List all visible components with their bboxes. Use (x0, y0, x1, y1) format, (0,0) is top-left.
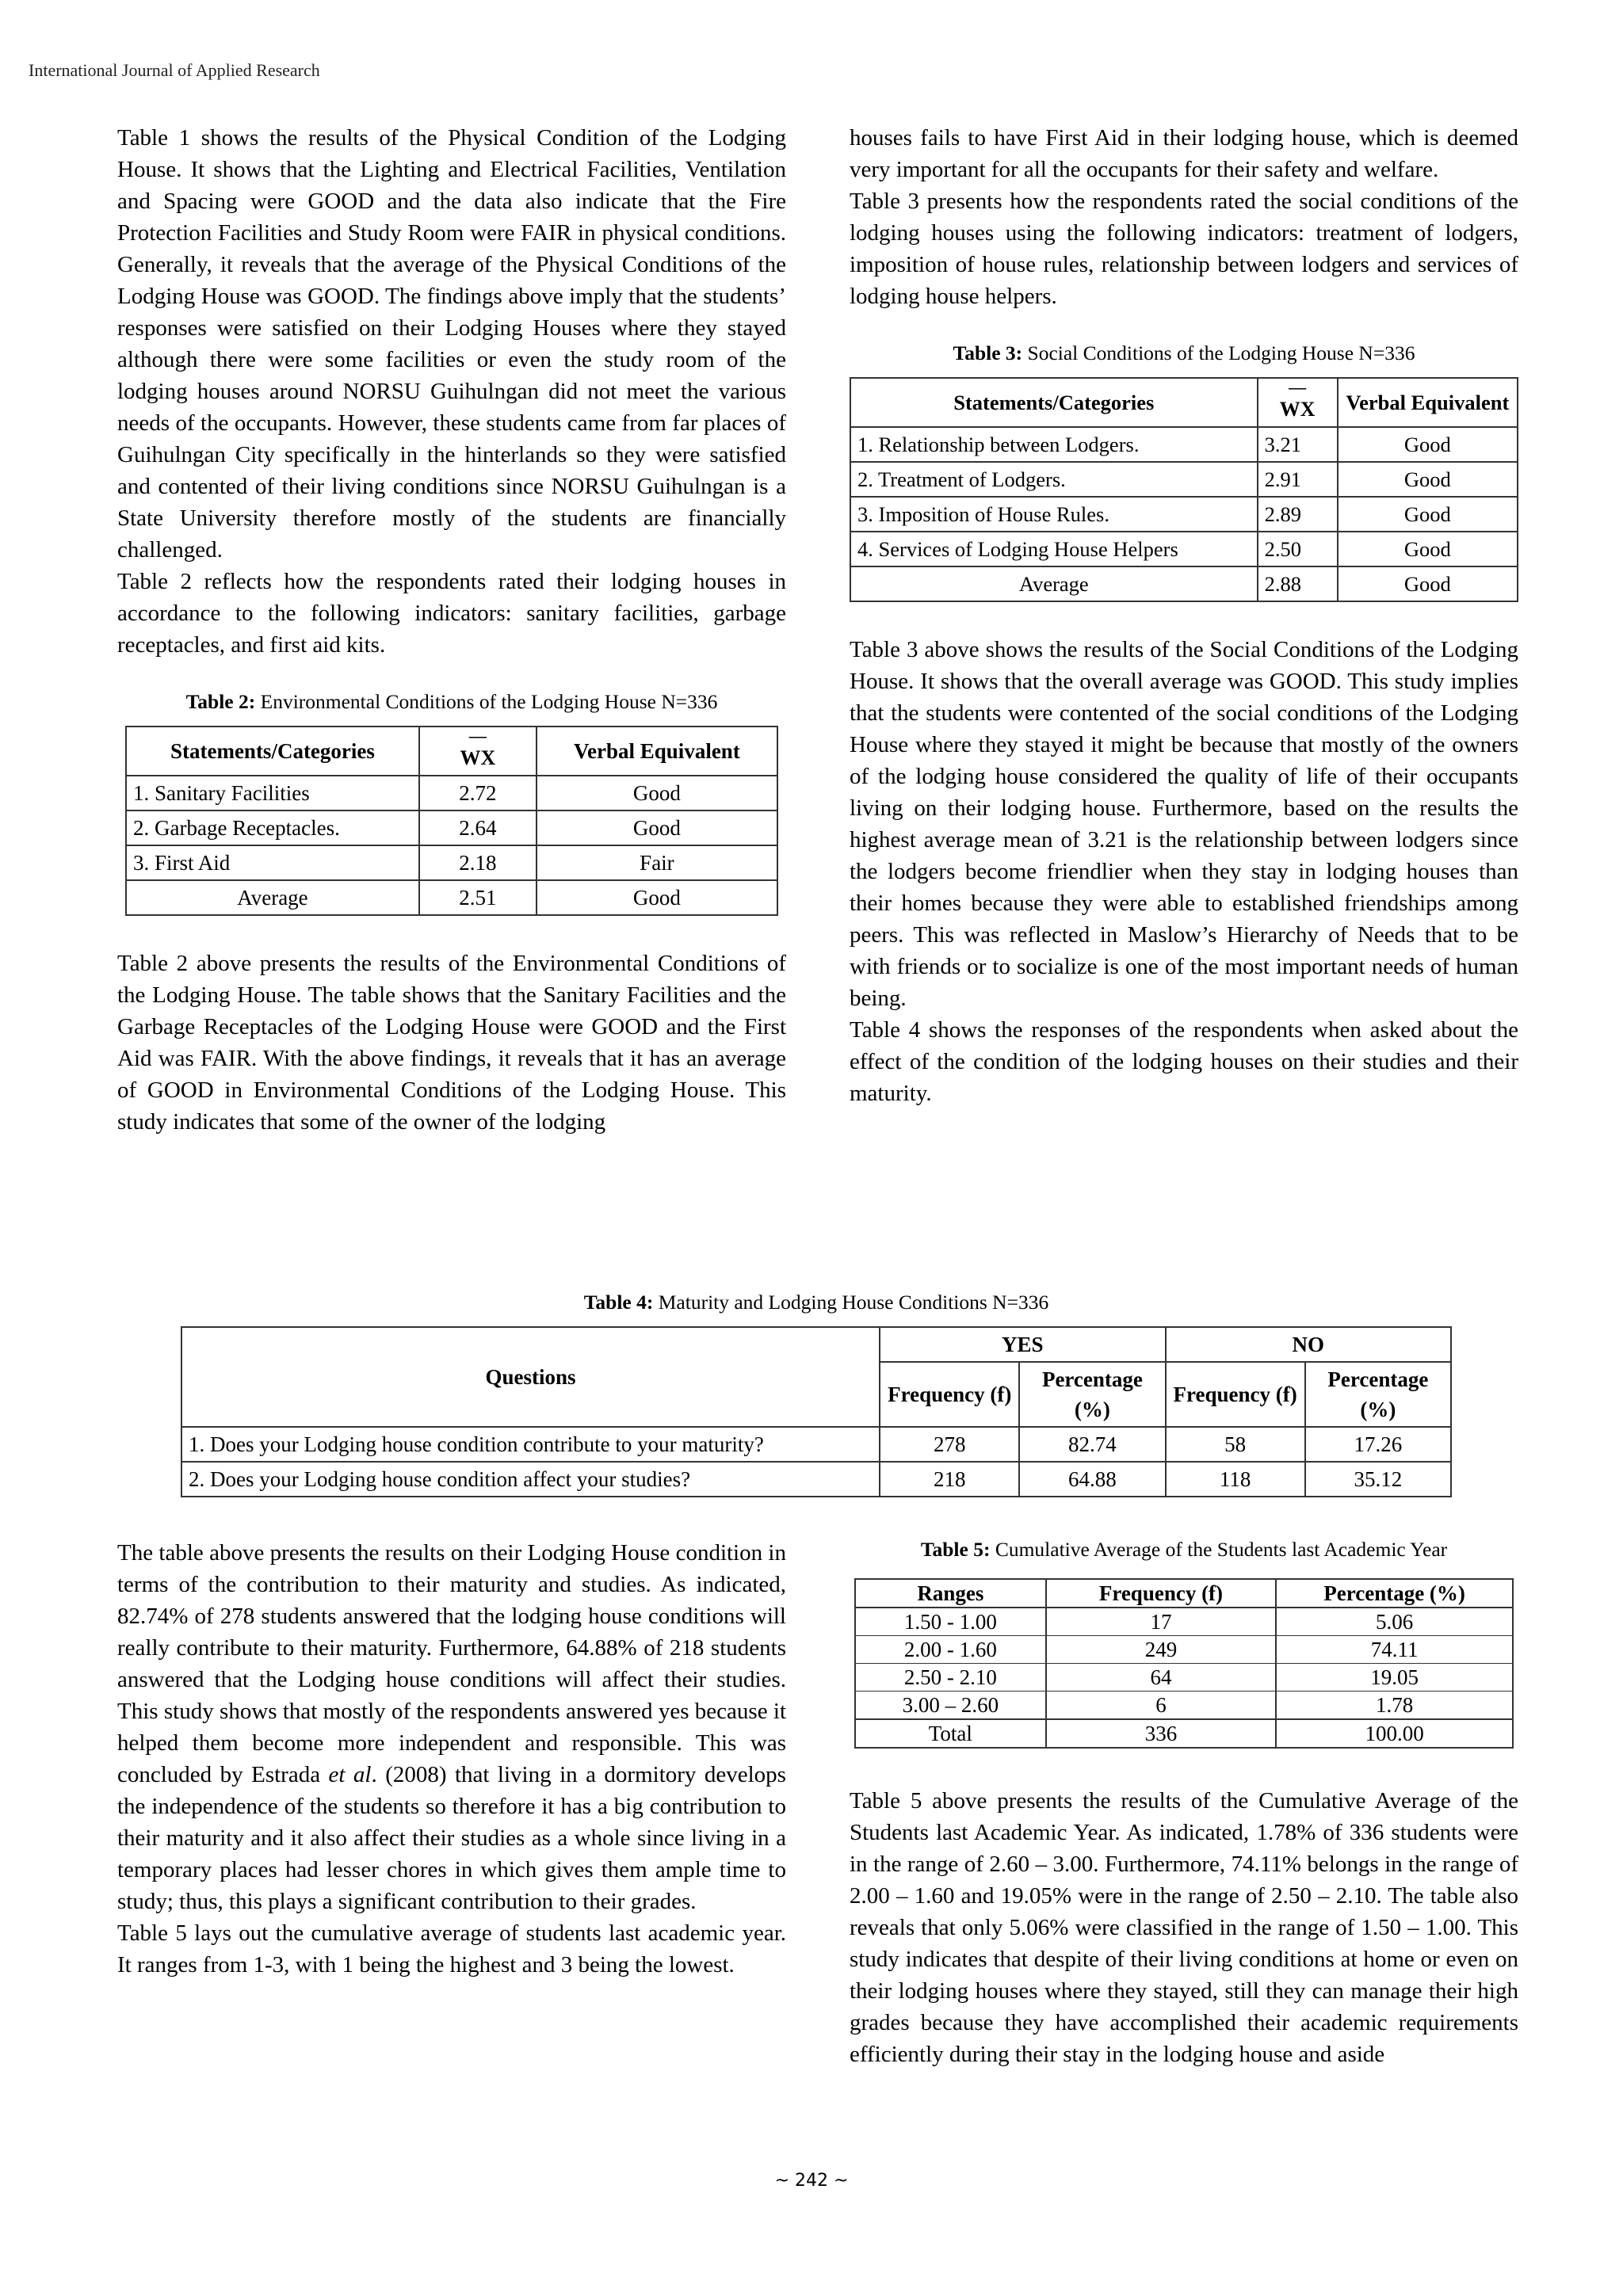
paragraph (117, 1537, 786, 1917)
cell: Good (1338, 532, 1518, 566)
cell: 3. First Aid (126, 845, 419, 880)
table-row (181, 1427, 1451, 1462)
cell: 249 (1046, 1636, 1277, 1664)
col-header: Verbal Equivalent (537, 727, 777, 776)
table4-caption (181, 1290, 1452, 1315)
right-column (850, 122, 1518, 1109)
table-row (855, 1608, 1513, 1636)
paragraph: Table 2 reflects how the respondents rated their lodging houses in accordance to the following indicators: sanitary facilities, garbage receptacles, and first aid kits. (117, 569, 786, 658)
average-row (850, 566, 1518, 601)
caption-label: Table 5: (920, 1538, 991, 1561)
table-row (855, 1664, 1513, 1691)
table3 (850, 377, 1518, 602)
cell: 2.00 - 1.60 (855, 1636, 1046, 1664)
col-header: Percentage (%) (1276, 1579, 1513, 1608)
paragraph: Table 3 above shows the results of the Social Conditions of the Lodging House. It shows that the overall average was GOOD. This study implies that the students were contented of the social conditions of the Lodging House where they stayed it might be because that mostly of the owners of the lodging house considered the quality of life of their occupants living on their lodging house. Furthermore, based on the results the highest average mean of 3.21 is the relationship between lodgers since the lodgers become friendlier when they stay in lodging houses than their homes because they were able to established friendships among peers. This was reflected in Maslow’s Hierarchy of Needs that to be with friends or to socialize is one of the most important needs of human being. (850, 637, 1518, 1011)
cell: 1. Does your Lodging house condition contribute to your maturity? (181, 1427, 880, 1462)
cell: 3.00 – 2.60 (855, 1691, 1046, 1720)
cell: 74.11 (1276, 1636, 1513, 1664)
table4 (181, 1326, 1452, 1497)
table4-block (181, 1290, 1452, 1497)
paragraph: Table 3 presents how the respondents rated the social conditions of the lodging houses using the following indicators: treatment of lodgers, imposition of house rules, relationship between lodgers and services of lodging house helpers. (850, 189, 1518, 309)
cell: 118 (1166, 1462, 1305, 1497)
table2-caption (117, 689, 786, 715)
cell: 5.06 (1276, 1608, 1513, 1636)
page-number: ~ 242 ~ (774, 2171, 849, 2191)
journal-header: International Journal of Applied Research (29, 60, 320, 80)
col-header: Statements/Categories (850, 378, 1258, 427)
col-header: Frequency (f) (1046, 1579, 1277, 1608)
caption-label: Table 2: (185, 690, 256, 713)
cell: 2.64 (419, 810, 537, 845)
wx-bar: — (1289, 377, 1307, 397)
cell: Good (1338, 566, 1518, 601)
no-header: NO (1166, 1327, 1451, 1362)
paragraph: Table 5 lays out the cumulative average of students last academic year. It ranges from 1-3, with 1 being the highest and 3 being the lowest. (117, 1920, 786, 1978)
table-row (855, 1691, 1513, 1720)
cell: Average (850, 566, 1258, 601)
cell: 2.88 (1258, 566, 1338, 601)
caption-label: Table 3: (953, 341, 1023, 364)
cell: 58 (1166, 1427, 1305, 1462)
average-row (126, 880, 777, 915)
table-row (855, 1636, 1513, 1664)
cell: 3. Imposition of House Rules. (850, 497, 1258, 532)
table5-caption (850, 1537, 1518, 1562)
cell: 2.50 (1258, 532, 1338, 566)
cell: Total (855, 1719, 1046, 1748)
col-header: Verbal Equivalent (1338, 378, 1518, 427)
cell: 17.26 (1305, 1427, 1451, 1462)
paragraph: Table 2 above presents the results of the Environmental Conditions of the Lodging House. The table shows that the Sanitary Facilities and the Garbage Receptacles of the Lodging House were GOOD and the First Aid was FAIR. With the above findings, it reveals that it has an average of GOOD in Environmental Conditions of the Lodging House. This study indicates that some of the owner of the lodging (117, 951, 786, 1135)
col-header: Ranges (855, 1579, 1046, 1608)
paragraph: Table 5 above presents the results of the Cumulative Average of the Students last Academic Year. As indicated, 1.78% of 336 students were in the range of 2.60 – 3.00. Furthermore, 74.11% belongs in the range of 2.00 – 1.60 and 19.05% were in the range of 2.50 – 2.10. The table also reveals that only 5.06% were classified in the range of 1.50 – 1.00. This study indicates that despite of their living conditions at home or even on their lodging houses where they stayed, still they can manage their high grades because they have accomplished their academic requirements efficiently during their stay in the lodging house and aside (850, 1788, 1518, 2067)
bottom-right-column (850, 1537, 1518, 2070)
caption-text: Environmental Conditions of the Lodging House N=336 (260, 690, 718, 713)
table-row (850, 427, 1518, 462)
cell: 17 (1046, 1608, 1277, 1636)
cell: 1. Relationship between Lodgers. (850, 427, 1258, 462)
cell: 1.50 - 1.00 (855, 1608, 1046, 1636)
cell: 2.18 (419, 845, 537, 880)
col-header: Statements/Categories (126, 727, 419, 776)
cell: 2.89 (1258, 497, 1338, 532)
cell: 4. Services of Lodging House Helpers (850, 532, 1258, 566)
cell: Good (1338, 427, 1518, 462)
caption-text: Social Conditions of the Lodging House N=336 (1027, 341, 1415, 364)
cell: Good (537, 776, 777, 810)
col-header: Percentage (%) (1019, 1362, 1165, 1427)
cell: Average (126, 880, 419, 915)
cell: 100.00 (1276, 1719, 1513, 1748)
cell: 35.12 (1305, 1462, 1451, 1497)
table-row (850, 462, 1518, 497)
cell: 278 (880, 1427, 1019, 1462)
cell: 2.91 (1258, 462, 1338, 497)
table-row (126, 810, 777, 845)
cell: Good (537, 880, 777, 915)
text: . (2008) that living in a dormitory develops the independence of the students so therefore it has a big contribution to their maturity and it also affect their studies as a whole since living in a temporary places had lesser chores in which gives them ample time to study; thus, this plays a significant contribution to their grades. (117, 1762, 786, 1914)
col-header: Questions (181, 1327, 880, 1427)
total-row (855, 1719, 1513, 1748)
cell: Good (537, 810, 777, 845)
cell: 3.21 (1258, 427, 1338, 462)
bottom-left-column (117, 1537, 786, 1981)
cell: 218 (880, 1462, 1019, 1497)
caption-label: Table 4: (583, 1291, 654, 1314)
cell: 336 (1046, 1719, 1277, 1748)
cell: 1.78 (1276, 1691, 1513, 1720)
col-header: Frequency (f) (880, 1362, 1019, 1427)
caption-text: Maturity and Lodging House Conditions N=336 (658, 1291, 1049, 1314)
cell: 64.88 (1019, 1462, 1165, 1497)
table-row (126, 845, 777, 880)
cell: 64 (1046, 1664, 1277, 1691)
wx-bar: — (468, 726, 487, 746)
cell: 6 (1046, 1691, 1277, 1720)
cell: 2.51 (419, 880, 537, 915)
cell: 2. Treatment of Lodgers. (850, 462, 1258, 497)
wx-label: WX (460, 746, 496, 769)
caption-text: Cumulative Average of the Students last Academic Year (995, 1538, 1448, 1561)
cell: 1. Sanitary Facilities (126, 776, 419, 810)
cell: 2. Does your Lodging house condition affect your studies? (181, 1462, 880, 1497)
col-header-wx (1258, 378, 1338, 427)
table2 (125, 726, 778, 916)
paragraph: Table 1 shows the results of the Physical Condition of the Lodging House. It shows that the Lighting and Electrical Facilities, Ventilation and Spacing were GOOD and the data also indicate that the Fire Protection Facilities and Study Room were FAIR in physical conditions. Generally, it reveals that the average of the Physical Conditions of the Lodging House was GOOD. The findings above imply that the students’ responses were satisfied on their Lodging Houses where they stayed although there were some facilities or even the study room of the lodging houses around NORSU Guihulngan did not meet the various needs of the occupants. However, these students came from far places of Guihulngan City specifically in the hinterlands so they were satisfied and contented of their living conditions since NORSU Guihulngan is a State University therefore mostly of the students are financially challenged. (117, 125, 786, 563)
wx-label: WX (1279, 398, 1316, 421)
table-row (126, 776, 777, 810)
cell: 2.72 (419, 776, 537, 810)
cell: Fair (537, 845, 777, 880)
text: The table above presents the results on their Lodging House condition in terms of the contribution to their maturity and studies. As indicated, 82.74% of 278 students answered that the lodging house conditions will really contribute to their maturity. Furthermore, 64.88% of 218 students answered that the Lodging house conditions will affect their studies. This study shows that mostly of the respondents answered yes because it helped them become more independent and responsible. This was concluded by Estrada (117, 1540, 786, 1787)
table-row (850, 497, 1518, 532)
table5 (854, 1578, 1514, 1749)
col-header-wx (419, 727, 537, 776)
table-row (181, 1462, 1451, 1497)
cell: 2. Garbage Receptacles. (126, 810, 419, 845)
citation-etal: et al (328, 1762, 372, 1787)
col-header: Frequency (f) (1166, 1362, 1305, 1427)
cell: Good (1338, 462, 1518, 497)
yes-header: YES (880, 1327, 1165, 1362)
col-header: Percentage (%) (1305, 1362, 1451, 1427)
cell: Good (1338, 497, 1518, 532)
left-column (117, 122, 786, 1138)
paragraph: houses fails to have First Aid in their lodging house, which is deemed very important for all the occupants for their safety and welfare. (850, 125, 1518, 182)
cell: 19.05 (1276, 1664, 1513, 1691)
table-row (850, 532, 1518, 566)
table3-caption (850, 341, 1518, 366)
paragraph: Table 4 shows the responses of the respondents when asked about the effect of the condition of the lodging houses on their studies and their maturity. (850, 1017, 1518, 1106)
cell: 82.74 (1019, 1427, 1165, 1462)
cell: 2.50 - 2.10 (855, 1664, 1046, 1691)
